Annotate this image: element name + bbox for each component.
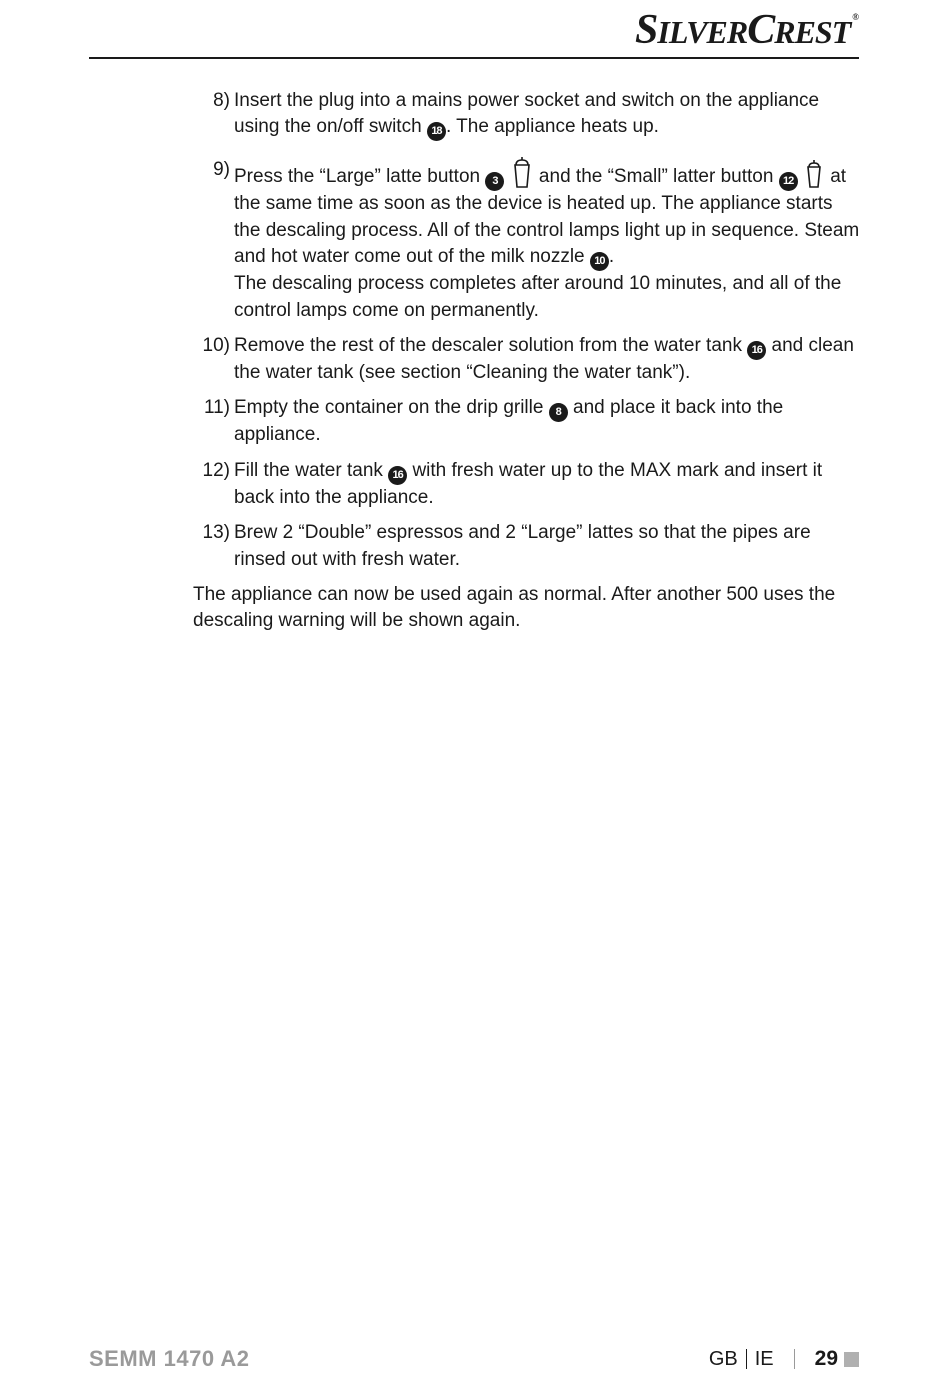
text-run: . The appliance heats up. xyxy=(445,116,659,138)
step-number: 13) xyxy=(202,522,230,544)
step-text xyxy=(234,333,861,386)
footer-model-number: SEMM 1470 A2 xyxy=(89,1346,250,1371)
text-run: Insert the plug into a mains power socket and switch on the appliance using the on/off switch xyxy=(234,90,820,138)
part-number-badge: 18 xyxy=(427,122,446,141)
page-number: 29 xyxy=(814,1347,838,1370)
text-run: and place it back into the appliance. xyxy=(234,397,784,446)
step-10 xyxy=(193,333,861,386)
footer-page-info xyxy=(709,1347,859,1371)
instructions xyxy=(193,88,861,635)
text-run: . xyxy=(608,246,615,268)
part-number-badge: 16 xyxy=(747,341,766,360)
page-marker-square xyxy=(844,1352,859,1367)
step-note: The descaling process completes after around 10 minutes, and all of the control lamps come on permanently. xyxy=(234,273,842,321)
registered-mark: ® xyxy=(852,12,858,22)
text-run: and clean the water tank (see section “Cleaning the water tank”). xyxy=(234,335,854,384)
text-run: Press the “Large” latte button xyxy=(234,166,486,188)
text-run: and the “Small” latter button xyxy=(533,166,779,188)
step-text xyxy=(234,458,861,511)
part-number-badge: 8 xyxy=(549,403,568,422)
step-number: 10) xyxy=(202,335,230,357)
footer-lang-ie: IE xyxy=(754,1347,774,1370)
step-11 xyxy=(193,395,861,448)
closing-paragraph: The appliance can now be used again as normal. After another 500 uses the descaling warning will be shown again. xyxy=(193,584,836,632)
header-rule xyxy=(89,57,859,59)
part-number-badge: 16 xyxy=(388,466,407,485)
step-number: 9) xyxy=(213,159,230,181)
small-latte-cup-icon xyxy=(805,159,823,189)
step-text xyxy=(234,88,861,141)
logo-s: S xyxy=(635,7,658,53)
text-run: at the same time as soon as the device is heated up. The appliance starts the descaling process. All of the control lamps light up in sequence. Steam and hot water come out of the milk nozzle xyxy=(234,166,860,268)
footer-lang-divider xyxy=(746,1349,747,1369)
brand-logo xyxy=(635,6,858,54)
step-number: 12) xyxy=(202,459,230,481)
logo-rest: REST xyxy=(774,14,851,50)
large-latte-cup-icon xyxy=(512,157,532,189)
part-number-badge: 3 xyxy=(485,172,504,191)
step-number: 11) xyxy=(203,397,230,419)
step-12 xyxy=(193,458,861,511)
text-run: Fill the water tank xyxy=(234,459,389,481)
step-13 xyxy=(193,520,861,573)
part-number-badge: 12 xyxy=(779,172,798,191)
step-text xyxy=(234,157,861,324)
text-run: Empty the container on the drip grille xyxy=(234,397,549,419)
text-run: Remove the rest of the descaler solution from the water tank xyxy=(234,335,748,357)
logo-ilver: ILVER xyxy=(657,14,748,50)
part-number-badge: 10 xyxy=(590,252,609,271)
footer-divider xyxy=(794,1349,795,1369)
logo-c: C xyxy=(747,7,775,53)
step-number: 8) xyxy=(213,90,230,111)
step-8 xyxy=(193,88,861,141)
step-9 xyxy=(193,157,861,324)
footer-lang-gb: GB xyxy=(708,1347,738,1370)
text-run: with fresh water up to the MAX mark and insert it back into the appliance. xyxy=(234,459,823,508)
step-text xyxy=(234,395,861,448)
step-text: Brew 2 “Double” espressos and 2 “Large” lattes so that the pipes are rinsed out with fresh water. xyxy=(234,522,811,570)
